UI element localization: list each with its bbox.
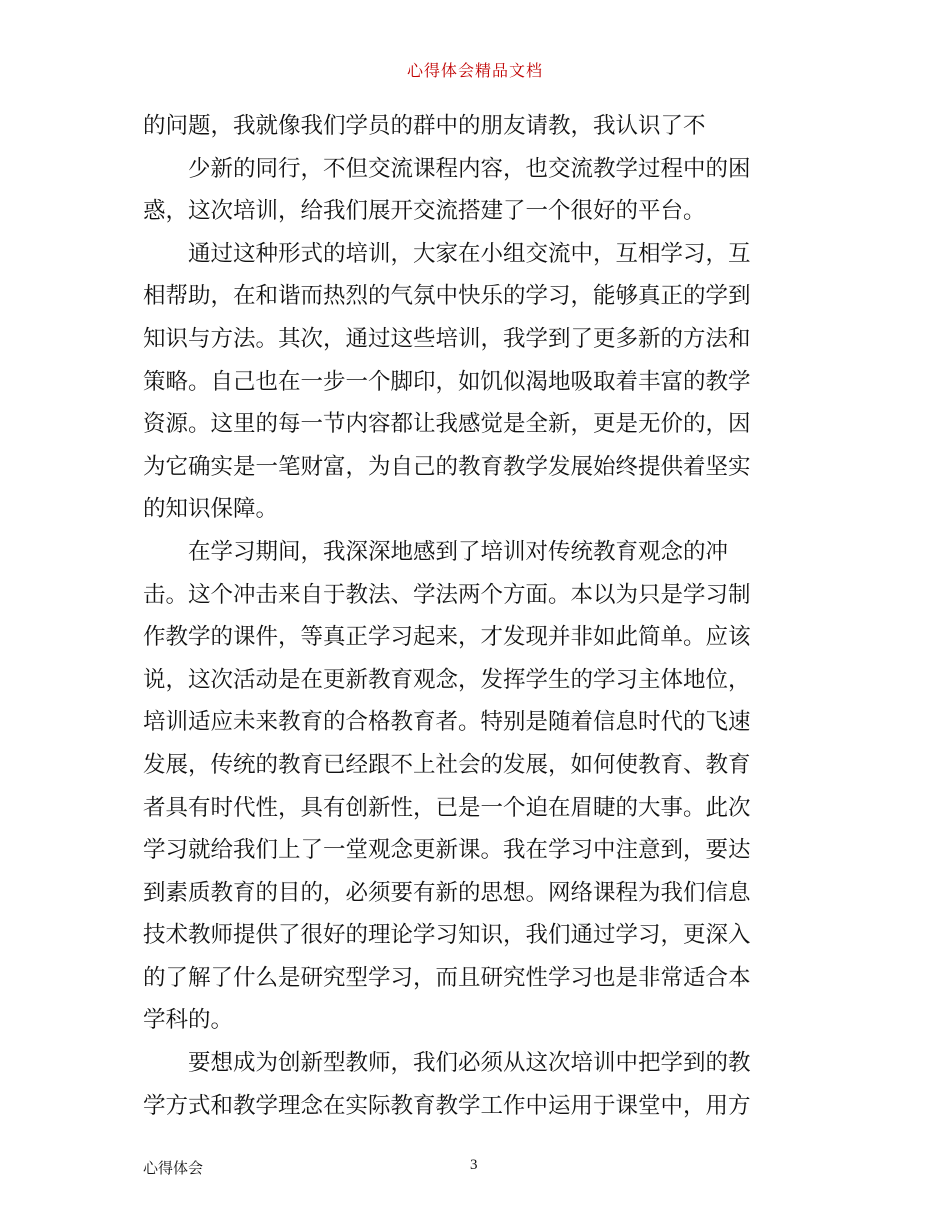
- body-line: 惑，这次培训，给我们展开交流搭建了一个很好的平台。: [143, 198, 706, 225]
- body-line: 少新的同行，不但交流课程内容，也交流教学过程中的困: [188, 155, 751, 182]
- body-line: 的问题，我就像我们学员的群中的朋友请教，我认识了不: [143, 113, 706, 139]
- body-line: 资源。这里的每一节内容都让我感觉是全新，更是无价的，因: [143, 411, 751, 438]
- body-line: 相帮助，在和谐而热烈的气氛中快乐的学习，能够真正的学到: [143, 283, 751, 310]
- body-line: 知识与方法。其次，通过这些培训，我学到了更多新的方法和: [143, 325, 751, 352]
- body-line: 策略。自己也在一步一个脚印，如饥似渴地吸取着丰富的教学: [143, 368, 751, 395]
- body-line: 学习就给我们上了一堂观念更新课。我在学习中注意到，要达: [143, 837, 751, 864]
- page-number: 3: [470, 1157, 478, 1173]
- body-line: 者具有时代性，具有创新性，已是一个迫在眉睫的大事。此次: [143, 794, 751, 821]
- body-line: 击。这个冲击来自于教法、学法两个方面。本以为只是学习制: [143, 581, 751, 608]
- body-line: 培训适应未来教育的合格教育者。特别是随着信息时代的飞速: [143, 709, 751, 736]
- body-line: 到素质教育的目的，必须要有新的思想。网络课程为我们信息: [143, 879, 751, 906]
- body-line: 作教学的课件，等真正学习起来，才发现并非如此简单。应该: [143, 624, 751, 651]
- document-body: [143, 105, 813, 1127]
- body-line: 在学习期间，我深深地感到了培训对传统教育观念的冲: [188, 538, 729, 565]
- document-header-title: 心得体会精品文档: [406, 61, 543, 80]
- body-line: 通过这种形式的培训，大家在小组交流中，互相学习，互: [188, 240, 751, 267]
- body-line: 为它确实是一笔财富，为自己的教育教学发展始终提供着坚实: [143, 453, 751, 480]
- body-line: 发展，传统的教育已经跟不上社会的发展，如何使教育、教育: [143, 751, 751, 778]
- footer-label: 心得体会: [143, 1159, 204, 1177]
- body-line: 的知识保障。: [143, 496, 279, 523]
- body-line: 学科的。: [143, 1007, 234, 1034]
- body-line: 学方式和教学理念在实际教育教学工作中运用于课堂中，用方: [143, 1092, 751, 1119]
- body-line: 技术教师提供了很好的理论学习知识，我们通过学习，更深入: [143, 922, 751, 949]
- body-line: 说，这次活动是在更新教育观念，发挥学生的学习主体地位，: [143, 666, 751, 693]
- body-line: 的了解了什么是研究型学习，而且研究性学习也是非常适合本: [143, 964, 751, 991]
- body-line: 要想成为创新型教师，我们必须从这次培训中把学到的教: [188, 1050, 751, 1077]
